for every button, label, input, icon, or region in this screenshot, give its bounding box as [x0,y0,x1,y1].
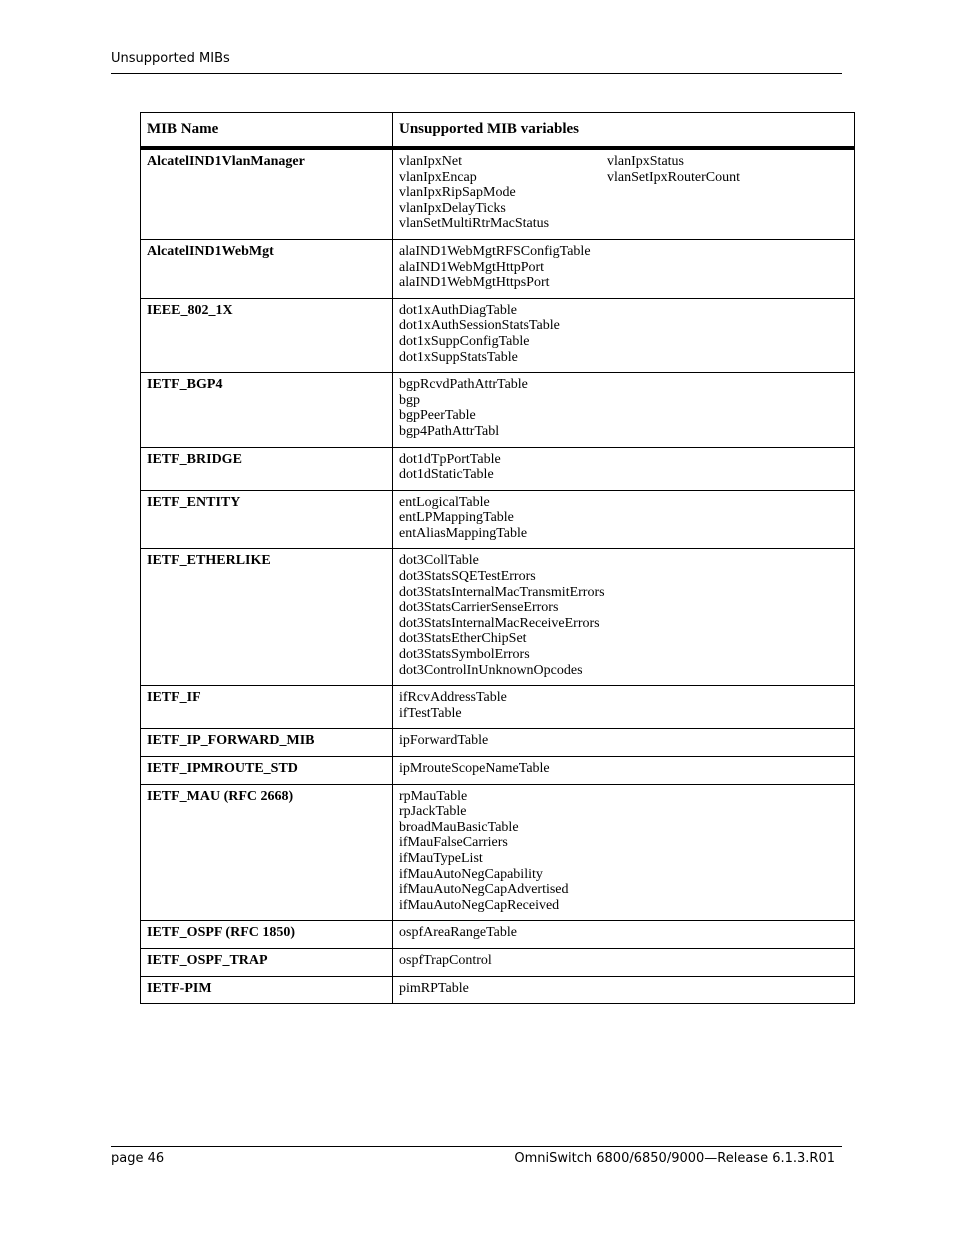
variables-column [399,925,517,941]
mib-variables-cell [393,490,855,549]
mib-variable: dot3StatsSQETestErrors [399,569,536,585]
mib-variable: vlanSetMultiRtrMacStatus [399,216,550,232]
mib-variable: dot3StatsInternalMacReceiveErrors [399,615,600,631]
mib-variable: dot1xAuthSessionStatsTable [399,318,560,334]
mib-variables-cell [393,729,855,757]
mib-variable: dot1xSuppStatsTable [399,349,518,365]
variables-column [399,553,605,678]
page-number: page 46 [111,1151,165,1166]
variables-list [399,303,848,365]
mib-variable: vlanIpxNet [399,154,462,169]
mib-variable: ospfTrapControl [399,952,492,968]
mib-variable: ifTestTable [399,705,462,721]
mib-variables-cell [393,948,855,976]
mib-variable: rpJackTable [399,804,467,820]
mib-variable: dot1xSuppConfigTable [399,333,530,349]
variables-column [399,761,550,777]
variables-list [399,553,848,678]
mib-variable: ipForwardTable [399,733,489,749]
mib-variables-cell [393,976,855,1004]
variables-list [399,244,848,291]
mib-variable: dot3ControlInUnknownOpcodes [399,662,583,678]
mib-name-cell: AlcatelIND1WebMgt [141,239,393,298]
product-release: OmniSwitch 6800/6850/9000—Release 6.1.3.R01 [514,1151,835,1166]
table-row [141,373,855,447]
mib-variable: ifMauAutoNegCapAdvertised [399,882,569,898]
mib-variable: ipMrouteScopeNameTable [399,761,550,776]
variables-list [399,690,848,721]
mib-variables-cell [393,447,855,490]
variables-list [399,154,848,232]
mib-variable: entLogicalTable [399,494,490,510]
table-row [141,729,855,757]
footer-rule [111,1146,842,1147]
mib-variable: dot3StatsInternalMacTransmitErrors [399,584,605,600]
mib-variable: ifMauAutoNegCapReceived [399,897,560,913]
table-row [141,148,855,239]
variables-column [399,953,492,969]
variables-column [399,377,528,439]
variables-column [607,154,740,232]
variables-list [399,789,848,914]
mib-variable: dot1dStaticTable [399,467,494,483]
mib-variable: dot3StatsCarrierSenseErrors [399,600,559,616]
mib-variable: entLPMappingTable [399,510,514,526]
variables-column [399,244,591,291]
variables-list [399,452,848,483]
table-header-row [141,113,855,149]
mib-name-cell: IETF_OSPF_TRAP [141,948,393,976]
mib-name-cell: IETF_BRIDGE [141,447,393,490]
mib-variable: bgpRcvdPathAttrTable [399,377,528,393]
unsupported-mibs-table [140,112,855,1004]
variables-column [399,452,501,483]
table-row [141,948,855,976]
mib-variable: dot3CollTable [399,553,479,569]
variables-list [399,981,848,997]
variables-list [399,761,848,777]
table-row [141,757,855,785]
mib-variable: vlanIpxDelayTicks [399,200,506,216]
mib-variable: vlanIpxRipSapMode [399,185,516,201]
mib-variable: bgpPeerTable [399,408,476,424]
mib-variable: rpMauTable [399,788,468,804]
mib-variable: alaIND1WebMgtHttpPort [399,259,545,275]
mib-variable: ifRcvAddressTable [399,690,507,706]
variables-list [399,377,848,439]
mib-name-cell: IETF-PIM [141,976,393,1004]
mib-name-cell: IETF_IP_FORWARD_MIB [141,729,393,757]
mib-variable: bgp4PathAttrTabl [399,423,500,439]
variables-list [399,953,848,969]
mib-variable: alaIND1WebMgtRFSConfigTable [399,243,591,259]
mib-variable: ifMauAutoNegCapability [399,866,543,882]
variables-list [399,495,848,542]
table-row [141,298,855,372]
mib-name-cell: IETF_IF [141,686,393,729]
mib-name-cell: IETF_OSPF (RFC 1850) [141,921,393,949]
mib-variable: ifMauFalseCarriers [399,835,508,851]
mib-variable: ospfAreaRangeTable [399,925,517,941]
mib-variable: entAliasMappingTable [399,525,528,541]
variables-list [399,925,848,941]
table-row [141,686,855,729]
variables-column [399,495,527,542]
table-row [141,549,855,686]
table-body [141,148,855,1004]
mib-variable: broadMauBasicTable [399,819,519,835]
variables-column [399,303,560,365]
variables-column [399,981,469,997]
mib-variable: vlanSetIpxRouterCount [607,169,740,185]
mib-variable: pimRPTable [399,980,469,996]
mib-variable: bgp [399,392,420,408]
table-row [141,447,855,490]
mib-name-cell: IEEE_802_1X [141,298,393,372]
table-row [141,784,855,921]
mib-variables-cell [393,549,855,686]
section-title: Unsupported MIBs [111,51,230,66]
variables-column [399,789,569,914]
mib-variable: dot3StatsSymbolErrors [399,647,530,663]
mib-variables-cell [393,148,855,239]
table-row [141,490,855,549]
table-row [141,921,855,949]
mib-variables-cell [393,757,855,785]
header-rule [111,73,842,74]
mib-name-cell: IETF_IPMROUTE_STD [141,757,393,785]
mib-variable: ifMauTypeList [399,850,483,866]
variables-list [399,733,848,749]
mib-variables-cell [393,373,855,447]
mib-variables-cell [393,921,855,949]
mib-name-cell: AlcatelIND1VlanManager [141,148,393,239]
table-row [141,976,855,1004]
mib-variables-cell [393,298,855,372]
mib-variable: vlanIpxEncap [399,169,477,185]
mib-variable: vlanIpxStatus [607,154,684,169]
mib-variables-cell [393,239,855,298]
table-row [141,239,855,298]
mib-name-cell: IETF_ENTITY [141,490,393,549]
mib-name-cell: IETF_MAU (RFC 2668) [141,784,393,921]
mib-name-cell: IETF_BGP4 [141,373,393,447]
variables-column [399,154,607,232]
column-header-unsupported-vars: Unsupported MIB variables [393,113,855,149]
mib-variables-cell [393,686,855,729]
mib-variable: alaIND1WebMgtHttpsPort [399,275,550,291]
mib-variable: dot3StatsEtherChipSet [399,631,527,647]
mib-variable: dot1dTpPortTable [399,451,501,467]
mib-name-cell: IETF_ETHERLIKE [141,549,393,686]
variables-column [399,733,488,749]
mib-variable: dot1xAuthDiagTable [399,302,517,318]
column-header-mib-name: MIB Name [141,113,393,149]
variables-column [399,690,507,721]
mib-variables-cell [393,784,855,921]
